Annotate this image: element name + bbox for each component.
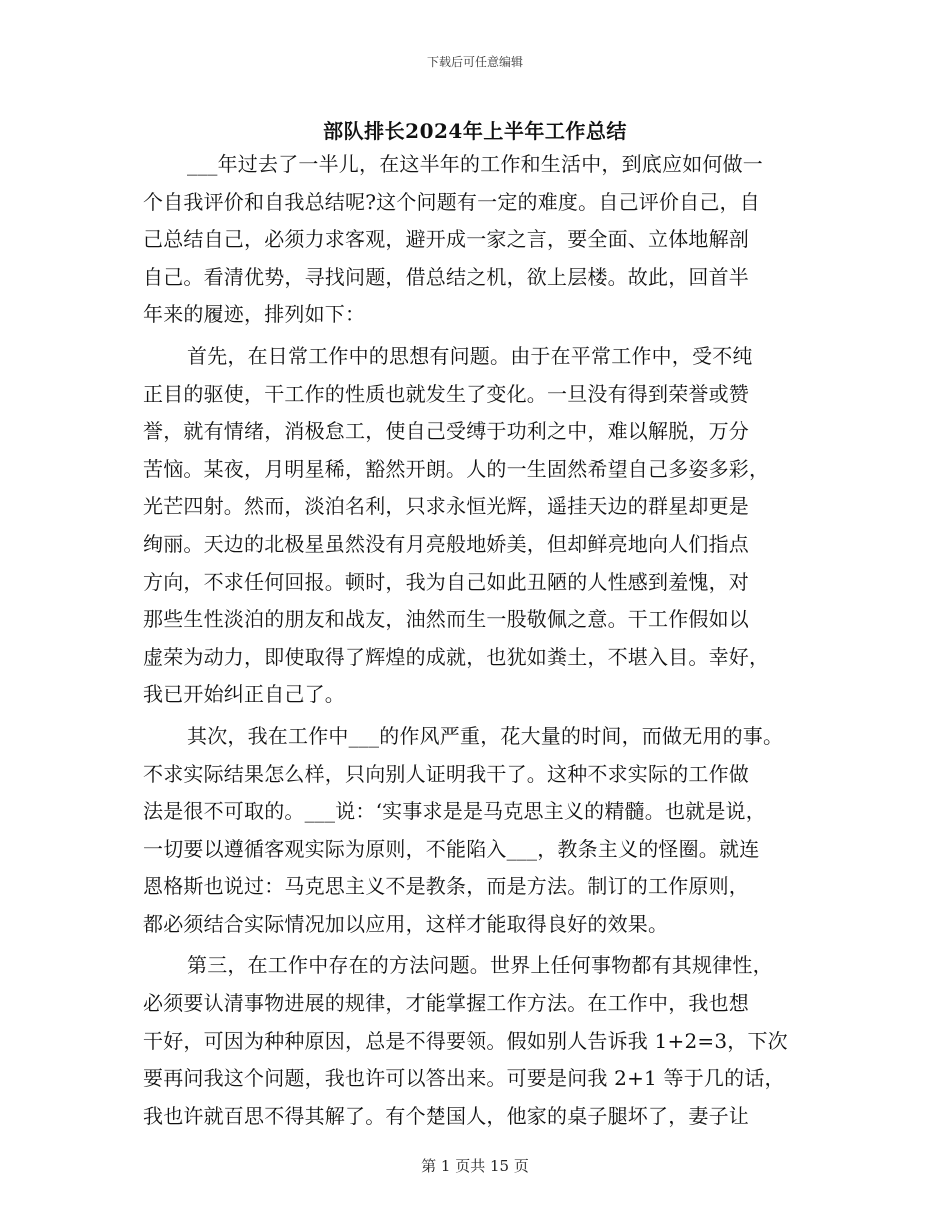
text-line: 首先，在日常工作中的思想有问题。由于在平常工作中，受不纯: [187, 343, 753, 368]
text-line: 不求实际结果怎么样，只向别人证明我干了。这种不求实际的工作做: [143, 761, 749, 786]
document-body: [143, 146, 823, 1135]
paragraph-first: [143, 338, 823, 714]
text-line: 其次，我在工作中___的作风严重，花大量的时间，而做无用的事。: [187, 723, 784, 748]
text-line: 个自我评价和自我总结呢?这个问题有一定的难度。自己评价自己，自: [143, 189, 760, 214]
text-line: 必须要认清事物进展的规律，才能掌握工作方法。在工作中，我也想: [143, 991, 749, 1016]
text-line: 己总结自己，必须力求客观，避开成一家之言，要全面、立体地解剖: [143, 227, 749, 252]
text-line: 我也许就百思不得其解了。有个楚国人，他家的桌子腿坏了，妻子让: [143, 1103, 749, 1128]
text-line: 虚荣为动力，即使取得了辉煌的成就，也犹如粪土，不堪入目。幸好，: [143, 644, 770, 669]
text-line: 那些生性淡泊的朋友和战友，油然而生一股敬佩之意。干工作假如以: [143, 607, 749, 632]
text-line: 誉，就有情绪，消极怠工，使自己受缚于功利之中，难以解脱，万分: [143, 419, 749, 444]
document-title: 部队排长2024年上半年工作总结: [323, 119, 627, 143]
text-line: 第三，在工作中存在的方法问题。世界上任何事物都有其规律性，: [187, 953, 773, 978]
text-line: 法是很不可取的。___说：‘实事求是是马克思主义的精髓。也就是说，: [143, 799, 766, 824]
paragraph-second: [143, 718, 823, 944]
text-line: 恩格斯也说过：马克思主义不是教条，而是方法。制订的工作原则，: [143, 874, 749, 899]
text-line: 都必须结合实际情况加以应用，这样才能取得良好的效果。: [143, 911, 669, 936]
text-line: 自己。看清优势，寻找问题，借总结之机，欲上层楼。故此，回首半: [143, 264, 749, 289]
text-line: 苦恼。某夜，月明星稀，豁然开朗。人的一生固然希望自己多姿多彩，: [143, 456, 770, 481]
page-footer: 第 1 页共 15 页: [421, 1157, 529, 1175]
text-line: 干好，可因为种种原因，总是不得要领。假如别人告诉我 1+2=3，下次: [143, 1028, 788, 1053]
text-line: 光芒四射。然而，淡泊名利，只求永恒光辉，遥挂天边的群星却更是: [143, 494, 749, 519]
text-line: 一切要以遵循客观实际为原则，不能陷入___，教条主义的怪圈。就连: [143, 836, 760, 861]
paragraph-third: [143, 947, 823, 1135]
text-line: 我已开始纠正自己了。: [143, 682, 345, 707]
text-line: 正目的驱使，干工作的性质也就发生了变化。一旦没有得到荣誉或赞: [143, 381, 749, 406]
text-line: 要再问我这个问题，我也许可以答出来。可要是问我 2+1 等于几的话，: [143, 1066, 785, 1091]
paragraph-intro: [143, 146, 823, 334]
text-line: 年来的履迹，排列如下：: [143, 302, 366, 327]
text-line: ___年过去了一半儿，在这半年的工作和生活中，到底应如何做一: [187, 152, 763, 176]
text-line: 方向，不求任何回报。顿时，我为自己如此丑陋的人性感到羞愧，对: [143, 569, 749, 594]
page-header: 下载后可任意编辑: [426, 55, 523, 69]
text-line: 绚丽。天边的北极星虽然没有月亮般地娇美，但却鲜亮地向人们指点: [143, 531, 749, 556]
